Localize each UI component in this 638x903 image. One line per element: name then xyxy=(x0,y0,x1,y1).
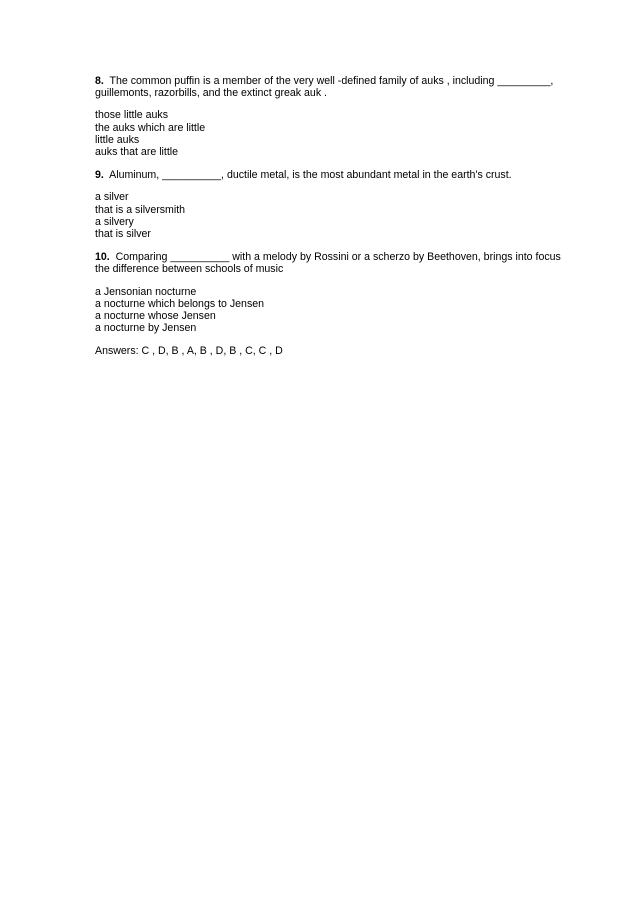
options-list xyxy=(95,109,565,158)
question-text: Aluminum, __________, ductile metal, is the most abundant metal in the earth's crust. xyxy=(109,169,512,182)
question-number: 10. xyxy=(95,251,110,264)
option-item: a nocturne whose Jensen xyxy=(95,310,216,323)
question-9 xyxy=(95,169,565,181)
option-item: a silver xyxy=(95,191,129,204)
option-item: that is a silversmith xyxy=(95,203,186,216)
question-text: Comparing __________ with a melody by Rossini or a scherzo by Beethoven, brings into focus the difference between schools of music xyxy=(95,251,561,276)
question-text: The common puffin is a member of the very well -defined family of auks , including _________, guillemonts, razorbills, and the extinct greak auk . xyxy=(95,75,554,100)
options-list xyxy=(95,191,565,240)
option-item: a nocturne which belongs to Jensen xyxy=(95,297,265,310)
option-item: that is silver xyxy=(95,228,151,241)
document-page xyxy=(95,75,565,358)
question-number: 9. xyxy=(95,169,104,182)
question-8 xyxy=(95,75,565,99)
answer-key: Answers: C , D, B , A, B , D, B , C, C , D xyxy=(95,345,283,358)
question-number: 8. xyxy=(95,75,104,87)
option-item: the auks which are little xyxy=(95,121,206,134)
option-item: a Jensonian nocturne xyxy=(95,285,197,298)
option-item: a nocturne by Jensen xyxy=(95,322,197,335)
option-item: auks that are little xyxy=(95,146,179,159)
option-item: those little auks xyxy=(95,109,169,122)
option-item: a silvery xyxy=(95,215,134,228)
question-10 xyxy=(95,251,565,275)
options-list xyxy=(95,286,565,335)
option-item: little auks xyxy=(95,133,140,146)
